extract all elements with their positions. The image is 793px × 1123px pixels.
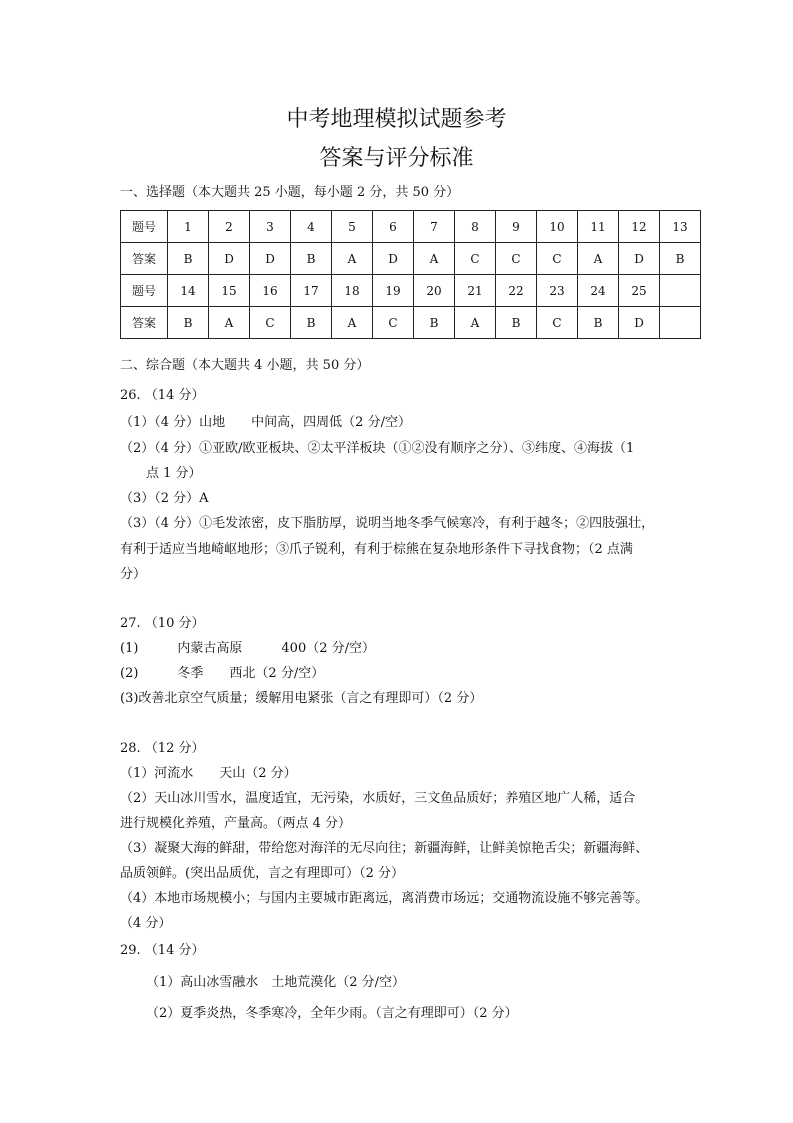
table-cell: B bbox=[414, 307, 455, 339]
table-cell: 4 bbox=[291, 211, 332, 243]
table-cell: 14 bbox=[168, 275, 209, 307]
table-cell: A bbox=[209, 307, 250, 339]
table-cell: C bbox=[373, 307, 414, 339]
table-cell: 13 bbox=[660, 211, 701, 243]
table-cell: C bbox=[455, 243, 496, 275]
q28-line: 品质领鲜。(突出品质优，言之有理即可）（2 分） bbox=[120, 866, 404, 881]
table-cell: 23 bbox=[537, 275, 578, 307]
table-cell: C bbox=[537, 243, 578, 275]
q27-line: (1) 内蒙古高原 400（2 分/空） bbox=[120, 641, 376, 656]
q26-line: （2）（4 分）①亚欧/欧亚板块、②太平洋板块（①②没有顺序之分）、③纬度、④海拔（1 bbox=[120, 441, 635, 456]
table-cell: 2 bbox=[209, 211, 250, 243]
q28-line: （4）本地市场规模小；与国内主要城市距离远，离消费市场远；交通物流设施不够完善等。 bbox=[120, 891, 649, 906]
table-cell: 5 bbox=[332, 211, 373, 243]
table-cell: A bbox=[332, 243, 373, 275]
q27-line: (2) 冬季 西北（2 分/空） bbox=[120, 666, 325, 681]
table-cell: D bbox=[250, 243, 291, 275]
q27-heading: 27. （10 分） bbox=[120, 616, 205, 631]
table-cell: 18 bbox=[332, 275, 373, 307]
table-cell: 21 bbox=[455, 275, 496, 307]
table-cell: D bbox=[619, 243, 660, 275]
table-cell: 3 bbox=[250, 211, 291, 243]
q26-line: （1）（4 分）山地 中间高，四周低（2 分/空） bbox=[120, 415, 411, 430]
table-row bbox=[121, 307, 701, 339]
row-label: 题号 bbox=[121, 275, 168, 307]
table-cell: D bbox=[619, 307, 660, 339]
table-cell: 25 bbox=[619, 275, 660, 307]
row-label: 答案 bbox=[121, 243, 168, 275]
q28-line: 进行规模化养殖，产量高。（两点 4 分） bbox=[120, 816, 352, 831]
section2-heading: 二、综合题（本大题共 4 小题，共 50 分） bbox=[120, 358, 370, 373]
table-cell: B bbox=[291, 243, 332, 275]
table-cell bbox=[660, 307, 701, 339]
table-cell: 17 bbox=[291, 275, 332, 307]
answer-table bbox=[120, 210, 701, 339]
table-cell: 24 bbox=[578, 275, 619, 307]
q27-line: (3)改善北京空气质量；缓解用电紧张（言之有理即可）（2 分） bbox=[120, 691, 483, 706]
table-cell: B bbox=[578, 307, 619, 339]
table-cell: 15 bbox=[209, 275, 250, 307]
row-label: 题号 bbox=[121, 211, 168, 243]
q29-line: （1）高山冰雪融水 土地荒漠化（2 分/空） bbox=[146, 975, 406, 990]
row-label: 答案 bbox=[121, 307, 168, 339]
table-cell: 6 bbox=[373, 211, 414, 243]
table-row bbox=[121, 275, 701, 307]
table-cell: C bbox=[496, 243, 537, 275]
q28-heading: 28. （12 分） bbox=[120, 741, 205, 756]
table-cell: D bbox=[373, 243, 414, 275]
table-cell: 22 bbox=[496, 275, 537, 307]
q29-line: （2）夏季炎热，冬季寒冷，全年少雨。（言之有理即可）（2 分） bbox=[146, 1006, 518, 1021]
table-cell: 10 bbox=[537, 211, 578, 243]
q26-heading: 26. （14 分） bbox=[120, 388, 205, 403]
table-cell: B bbox=[168, 243, 209, 275]
q26-line: （3）（4 分）①毛发浓密，皮下脂肪厚，说明当地冬季气候寒冷，有利于越冬；②四肢强壮， bbox=[120, 516, 655, 531]
table-cell: B bbox=[496, 307, 537, 339]
table-cell: 16 bbox=[250, 275, 291, 307]
table-cell: D bbox=[209, 243, 250, 275]
q26-line: 有利于适应当地崎岖地形；③爪子锐利，有利于棕熊在复杂地形条件下寻找食物；（2 点满 bbox=[120, 542, 633, 557]
table-row bbox=[121, 243, 701, 275]
table-cell: C bbox=[537, 307, 578, 339]
table-cell: 7 bbox=[414, 211, 455, 243]
table-cell: 8 bbox=[455, 211, 496, 243]
table-cell: B bbox=[660, 243, 701, 275]
table-cell: 19 bbox=[373, 275, 414, 307]
table-cell: 1 bbox=[168, 211, 209, 243]
q29-heading: 29. （14 分） bbox=[120, 943, 205, 958]
table-cell: A bbox=[414, 243, 455, 275]
table-cell bbox=[660, 275, 701, 307]
table-cell: B bbox=[168, 307, 209, 339]
q26-line: 点 1 分） bbox=[146, 466, 202, 481]
q28-line: （1）河流水 天山（2 分） bbox=[120, 766, 297, 781]
q28-line: （4 分） bbox=[120, 916, 172, 931]
q26-line: 分） bbox=[120, 567, 147, 582]
section1-heading: 一、选择题（本大题共 25 小题，每小题 2 分，共 50 分） bbox=[120, 185, 460, 200]
table-row bbox=[121, 211, 701, 243]
table-cell: C bbox=[250, 307, 291, 339]
table-cell: A bbox=[455, 307, 496, 339]
table-cell: 9 bbox=[496, 211, 537, 243]
table-cell: 11 bbox=[578, 211, 619, 243]
table-cell: 20 bbox=[414, 275, 455, 307]
page-title-line1: 中考地理模拟试题参考 bbox=[286, 107, 507, 132]
table-cell: 12 bbox=[619, 211, 660, 243]
table-cell: A bbox=[332, 307, 373, 339]
q28-line: （2）天山冰川雪水，温度适宜，无污染，水质好，三文鱼品质好；养殖区地广人稀，适合 bbox=[120, 791, 636, 806]
table-cell: B bbox=[291, 307, 332, 339]
q28-line: （3）凝聚大海的鲜甜，带给您对海洋的无尽向往；新疆海鲜，让鲜美惊艳舌尖；新疆海鲜、 bbox=[120, 841, 649, 856]
page-title-line2: 答案与评分标准 bbox=[319, 146, 474, 171]
q26-line: （3）（2 分）A bbox=[120, 491, 209, 506]
table-cell: A bbox=[578, 243, 619, 275]
